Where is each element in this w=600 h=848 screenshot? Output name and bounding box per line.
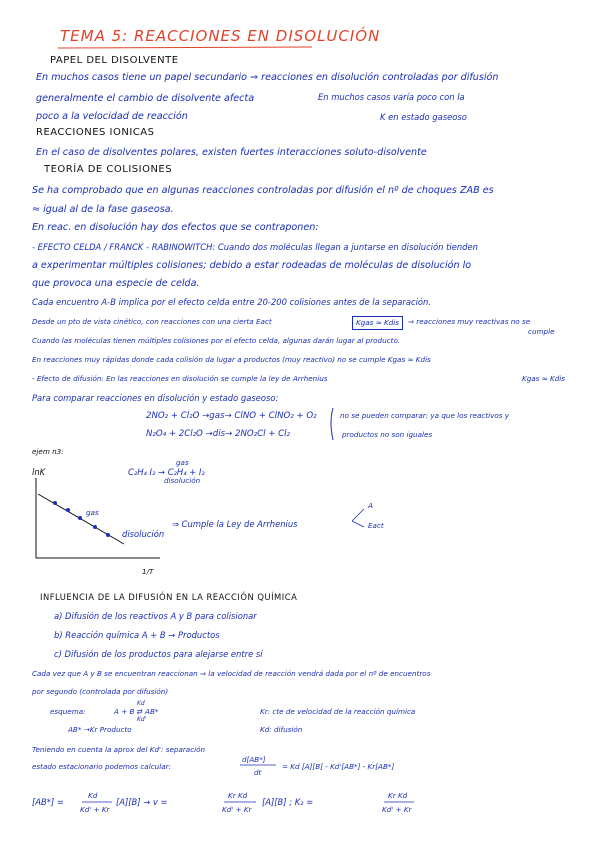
text-line: Cuando las moléculas tienen múltiples colisiones por el efecto celda, algunas darán lugar al producto. [32,336,401,345]
text-line: En el caso de disolventes polares, existen fuertes interacciones soluto-disolvente [36,147,427,158]
scheme-kr-line: AB* →Kr Producto [68,725,132,734]
final-lhs: [AB*] = [32,797,64,807]
final-mid2: [A][B] ; K₂ = [262,797,314,807]
equation-dis: N₂O₄ + 2Cl₂O →dis→ 2NO₂Cl + Cl₂ [146,429,290,439]
text-line: En muchos casos tiene un papel secundario ⇒ reacciones en disolución controladas por difusión [36,72,499,83]
text-line: a experimentar múltiples colisiones; debido a estar rodeadas de moléculas de disolución lo [32,260,472,271]
section-heading-colisiones: TEORÍA DE COLISIONES [44,164,173,175]
plot-x-label: 1/T [142,567,154,576]
scheme-label: esquema: [50,707,86,716]
text-line: estado estacionario podemos calcular: [32,762,171,771]
list-item: c) Difusión de los productos para alejarse entre sí [54,649,263,659]
final-mid: [A][B] → v = [116,797,168,807]
scheme-def-kr: Kr: cte de velocidad de la reacción química [260,707,416,716]
final-frac1-num: Kd [88,791,98,800]
scheme-equation: A + B ⇄ AB* [114,707,159,716]
final-frac2-den: Kd' + Kr [222,805,252,814]
text-line: cumple [528,327,555,336]
text-line: Teniendo en cuenta la aprox del Kd': separación [32,745,206,754]
text-line: Cada encuentro A-B implica por el efecto celda entre 20-200 colisiones antes de la separación. [32,297,431,307]
scheme-kd: Kd [137,700,145,707]
text-line: por segundo (controlada por difusión) [32,687,169,696]
plot-y-label: lnK [32,467,46,477]
text-line: Para comparar reacciones en disolución y estado gaseoso: [32,393,279,403]
text-line: En muchos casos varía poco con la [318,92,465,102]
section-heading-influencia: INFLUENCIA DE LA DIFUSIÓN EN LA REACCIÓN QUÍMICA [40,592,298,602]
text-line: Se ha comprobado que en algunas reacciones controladas por difusión el nº de choques ZAB es [32,185,494,196]
scheme-def-kd: Kd: difusión [260,725,303,734]
equation-note: productos no son iguales [342,430,433,439]
text-line: En reacciones muy rápidas donde cada colisión da lugar a productos (muy reactivo) no se cumple Kgas ≈ Kdis [32,355,431,364]
example-reaction: C₂H₄ I₂ → C₂H₄ + I₂ [128,467,205,477]
example-label: ejem n3: [32,447,64,456]
section-heading-disolvente: PAPEL DEL DISOLVENTE [50,55,179,66]
plot-dis-label: disolución [122,529,165,539]
plot-gas-label: gas [86,508,99,517]
text-line: Kgas ≈ Kdis [522,374,566,383]
rate-eq-rhs: = Kd [A][B] - Kd'[AB*] - Kr[AB*] [282,762,395,771]
plot-arrhenius-note: ⇒ Cumple la Ley de Arrhenius [172,519,298,529]
text-line: En reac. en disolución hay dos efectos que se contraponen: [32,222,319,233]
plot-Eact-label: Eact [368,521,384,530]
equation-gas: 2NO₂ + Cl₂O →gas→ ClNO + ClNO₂ + O₂ [146,411,317,421]
text-line: Cada vez que A y B se encuentran reaccionan ⇒ la velocidad de reacción vendrá dada por el nº de encuentros [32,669,431,678]
page-title: TEMA 5: REACCIONES EN DISOLUCIÓN [60,27,381,45]
text-line: ≈ igual al de la fase gaseosa. [32,204,174,215]
final-frac3-num: Kr Kd [388,791,408,800]
list-item: b) Reacción química A + B → Productos [54,630,220,640]
final-frac2-num: Kr Kd [228,791,248,800]
text-line: que provoca una especie de celda. [32,278,200,289]
text-line: Desde un pto de vista cinético, con reacciones con una cierta Eact [32,317,272,326]
example-arrow-over: gas [176,458,189,467]
plot-A-label: A [368,501,373,510]
text-line: generalmente el cambio de disolvente afecta [36,93,255,104]
rate-eq-den: dt [254,768,262,777]
text-line: - EFECTO CELDA / FRANCK - RABINOWITCH: Cuando dos moléculas llegan a juntarse en disolución tienden [32,242,478,252]
text-line: ⇒ reacciones muy reactivas no se [408,317,531,326]
final-frac3-den: Kd' + Kr [382,805,412,814]
text-line: poco a la velocidad de reacción [36,111,188,122]
list-item: a) Difusión de los reactivos A y B para colisionar [54,611,257,621]
rate-eq-num: d[AB*] [242,755,266,764]
equation-note: no se pueden comparar: ya que los reactivos y [340,411,510,420]
text-line: - Efecto de difusión: En las reacciones en disolución se cumple la ley de Arrhenius [32,374,328,383]
kgas-kdis-box: Kgas ≈ Kdis [352,316,403,330]
scheme-kd2: Kd' [137,716,147,723]
text-line: K en estado gaseoso [380,112,467,122]
final-frac1-den: Kd' + Kr [80,805,110,814]
example-arrow-under: disolución [164,476,201,485]
section-heading-ionicas: REACCIONES IONICAS [36,127,155,138]
